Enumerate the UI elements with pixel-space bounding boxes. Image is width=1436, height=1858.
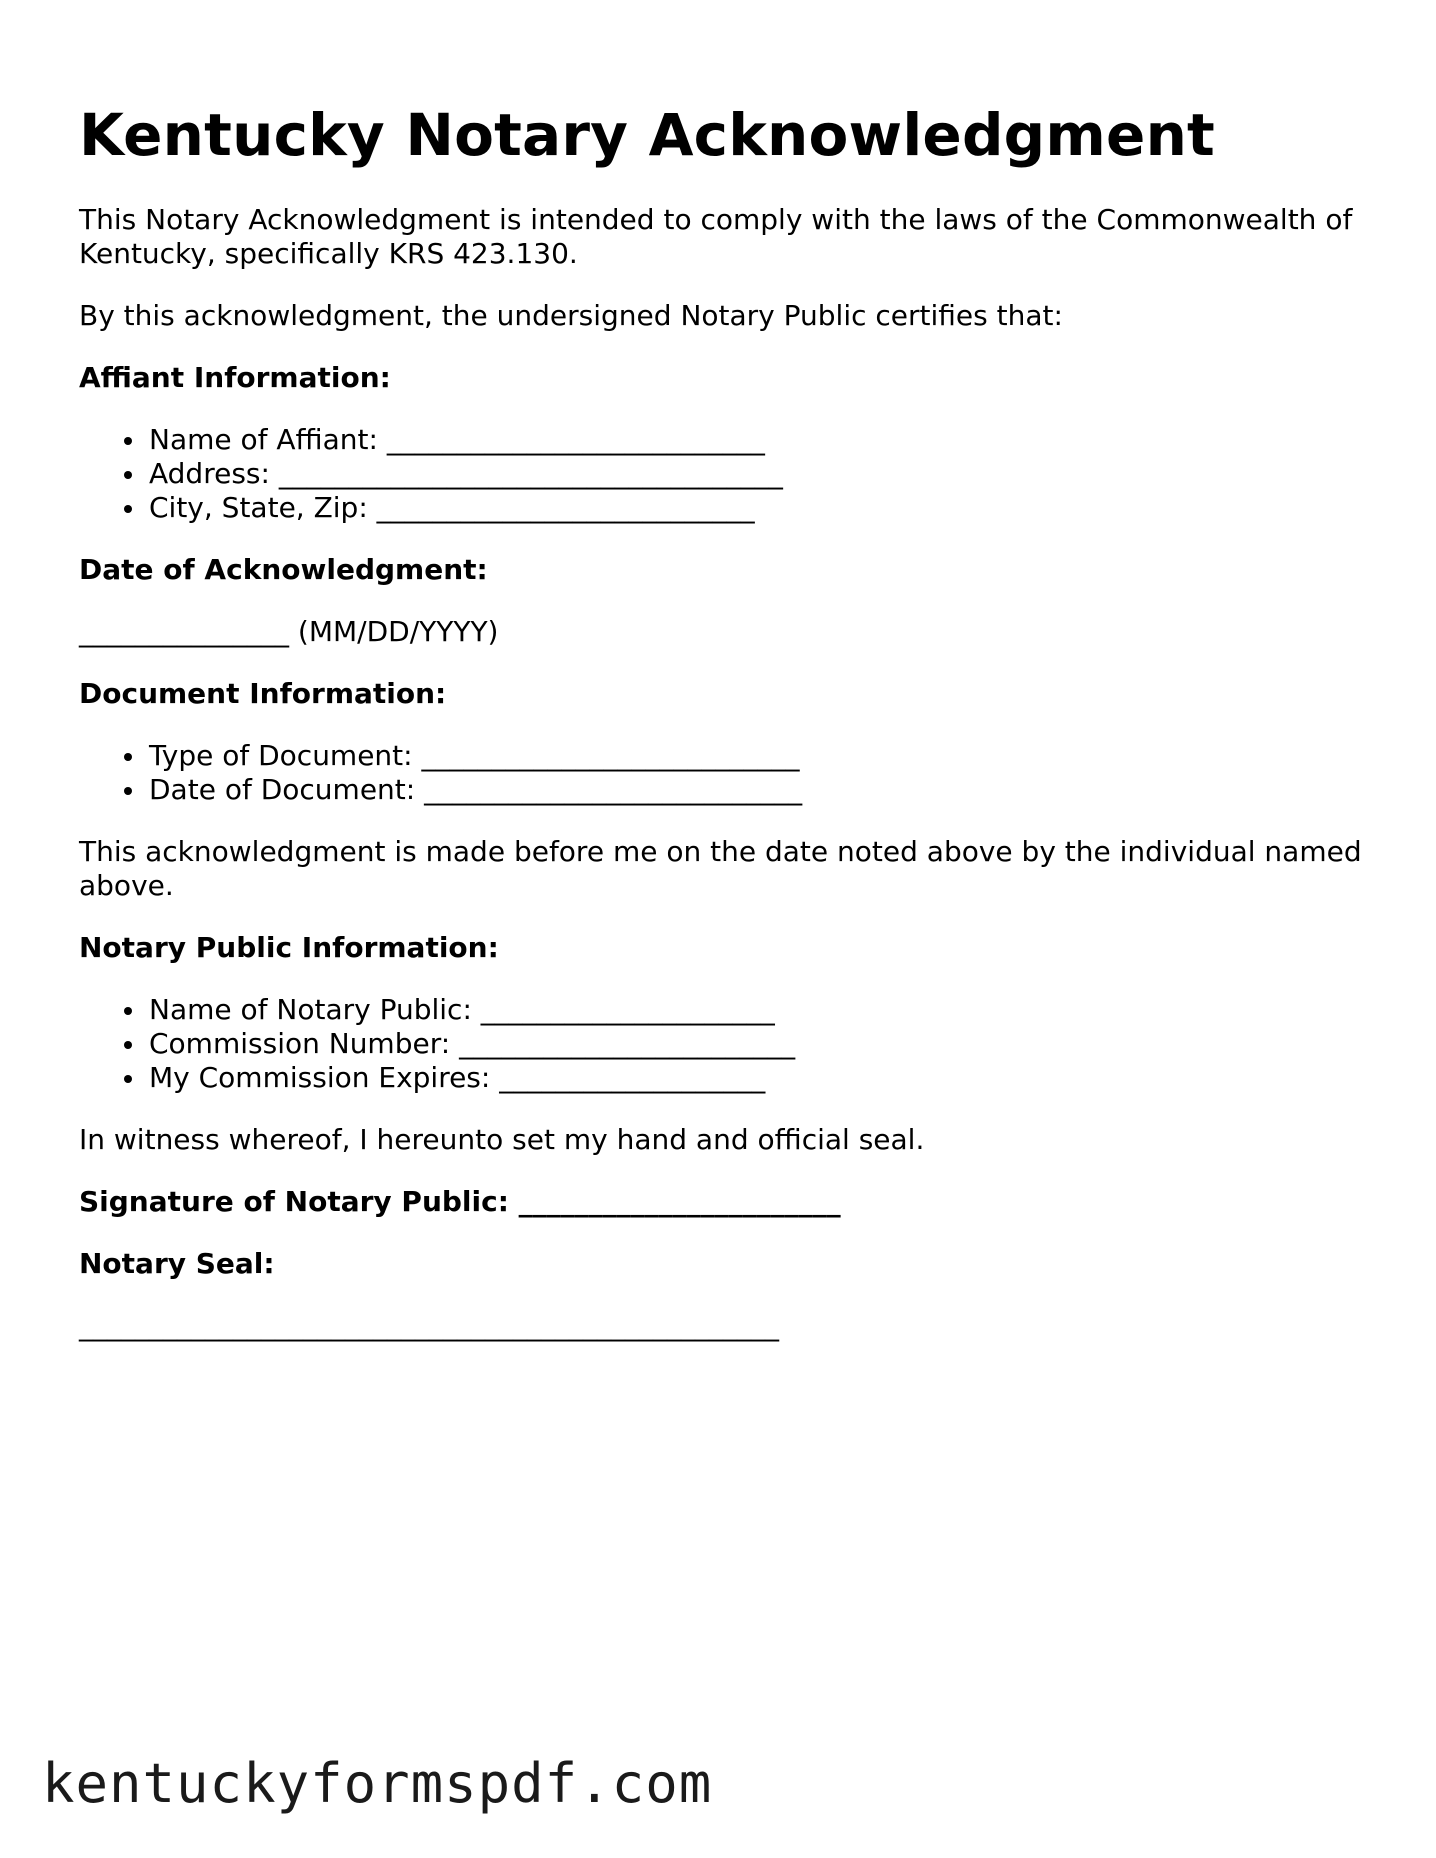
affiant-name-field: Name of Affiant: ___________________________	[149, 423, 1369, 457]
page-title: Kentucky Notary Acknowledgment	[79, 101, 1215, 169]
notary-name-field: Name of Notary Public: _____________________	[149, 993, 1369, 1027]
document-type-field: Type of Document: ___________________________	[149, 739, 1369, 773]
signature-line: Signature of Notary Public: _______________________	[79, 1185, 841, 1218]
document-list	[79, 739, 1369, 807]
certifies-paragraph: By this acknowledgment, the undersigned Notary Public certifies that:	[79, 299, 1063, 332]
document-page	[79, 100, 1369, 1343]
notary-heading: Notary Public Information:	[79, 931, 499, 964]
commission-expires-field: My Commission Expires: ___________________	[149, 1061, 1369, 1095]
date-ack-heading: Date of Acknowledgment:	[79, 553, 488, 586]
statement-paragraph: This acknowledgment is made before me on the date noted above by the individual named above.	[79, 835, 1362, 902]
seal-heading: Notary Seal:	[79, 1247, 275, 1280]
seal-line: __________________________________________________	[79, 1309, 779, 1342]
affiant-heading: Affiant Information:	[79, 361, 391, 394]
commission-number-field: Commission Number: ________________________	[149, 1027, 1369, 1061]
document-heading: Document Information:	[79, 677, 447, 710]
affiant-address-field: Address: ____________________________________	[149, 457, 1369, 491]
footer-brand: kentuckyformspdf.com	[42, 1752, 713, 1815]
witness-paragraph: In witness whereof, I hereunto set my hand and official seal.	[79, 1123, 925, 1156]
date-ack-line: _______________ (MM/DD/YYYY)	[79, 615, 499, 648]
affiant-city-state-zip-field: City, State, Zip: ___________________________	[149, 491, 1369, 525]
affiant-list	[79, 423, 1369, 525]
intro-paragraph: This Notary Acknowledgment is intended to comply with the laws of the Commonwealth of Kentucky, specifically KRS 423.130.	[79, 203, 1353, 270]
document-date-field: Date of Document: ___________________________	[149, 773, 1369, 807]
notary-list	[79, 993, 1369, 1095]
